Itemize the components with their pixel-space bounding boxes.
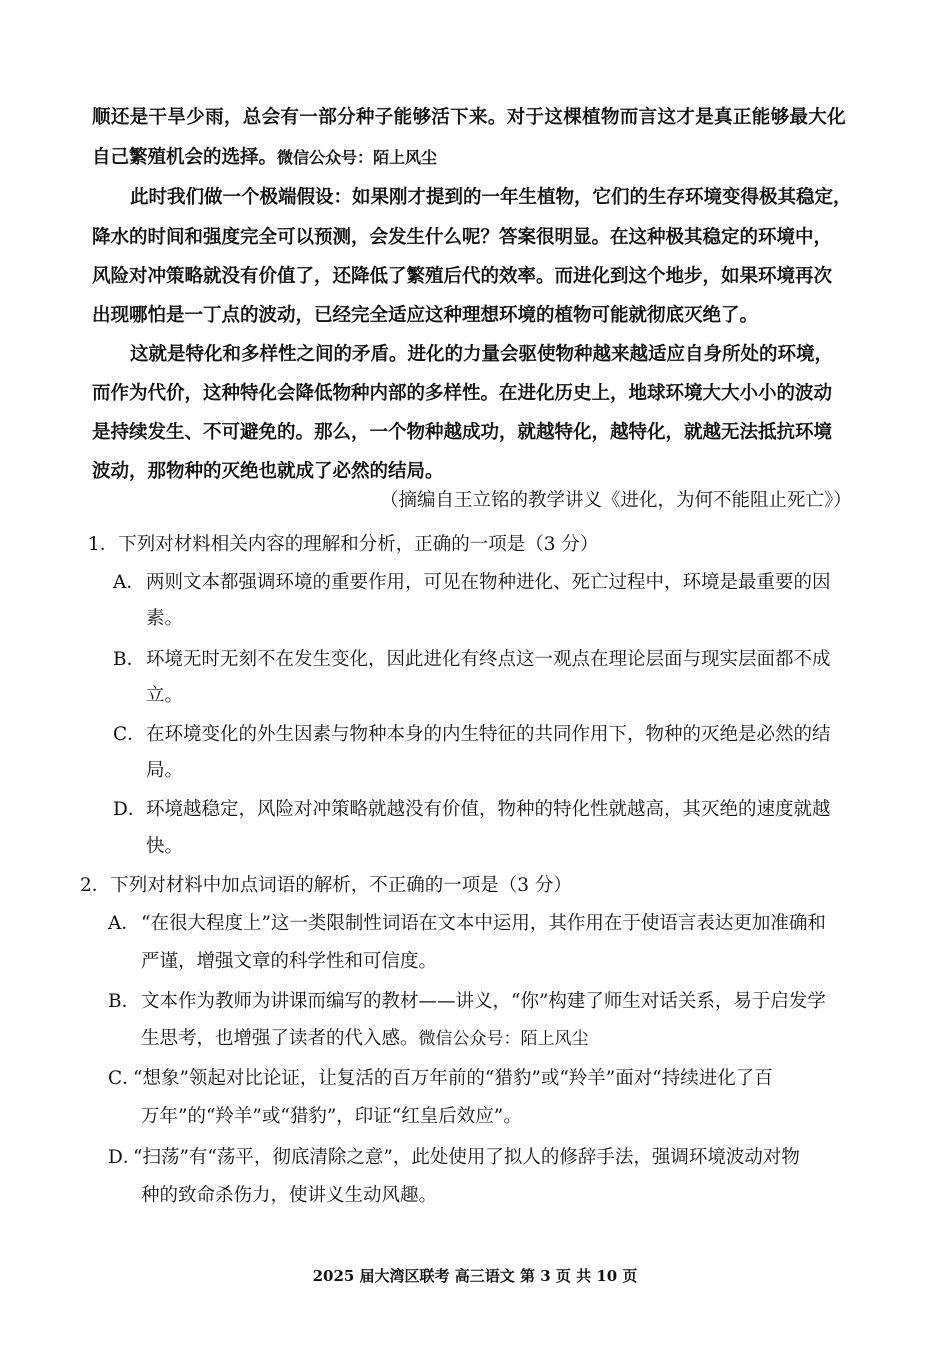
watermark: 微信公众号：陌上风尘 [418, 1029, 589, 1049]
option-text: 环境越稳定，风险对冲策略就越没有价值，物种的特化性就越高，其灭绝的速度就越 [146, 799, 831, 820]
passage-text: 自己繁殖机会的选择。 [92, 147, 278, 168]
passage-line: 风险对冲策略就没有价值了，还降低了繁殖后代的效率。而进化到这个地步，如果环境再次 [92, 266, 833, 287]
option-text: 严谨，增强文章的科学性和可信度。 [141, 951, 438, 972]
option-text: 局。 [146, 760, 184, 781]
passage-line: 出现哪怕是一丁点的波动，已经完全适应这种理想环境的植物可能就彻底灭绝了。 [92, 305, 759, 326]
option-text: “想象”领起对比论证，让复活的百万年前的“猎豹”或“羚羊”面对“持续进化了百 [133, 1068, 773, 1089]
option-text: 生思考，也增强了读者的代入感。 [141, 1028, 419, 1049]
option-text: 立。 [146, 685, 184, 706]
option-text: 素。 [146, 608, 184, 629]
passage-line: 是持续发生、不可避免的。那么，一个物种越成功，就越特化，越特化，就越无法抵抗环境 [92, 422, 833, 443]
passage-line: 顺还是干旱少雨，总会有一部分种子能够活下来。对于这棵植物而言这才是真正能够最大化 [92, 107, 847, 128]
question-stem: 2．下列对材料中加点词语的解析，不正确的一项是（3 分） [80, 875, 572, 896]
option-label: D． [113, 799, 147, 820]
watermark: 微信公众号：陌上风尘 [277, 148, 438, 167]
passage-line: 此时我们做一个极端假设：如果刚才提到的一年生植物，它们的生存环境变得极其稳定， [130, 187, 852, 208]
source-citation: （摘编自王立铭的教学讲义《进化，为何不能阻止死亡》） [380, 490, 852, 511]
question-stem: 1．下列对材料相关内容的理解和分析，正确的一项是（3 分） [88, 534, 599, 555]
option-text: 在环境变化的外生因素与物种本身的内生特征的共同作用下，物种的灭绝是必然的结 [146, 724, 831, 745]
passage-line: 波动，那物种的灭绝也就成了必然的结局。 [92, 461, 444, 482]
option-text: 两则文本都强调环境的重要作用，可见在物种进化、死亡过程中，环境是最重要的因 [146, 572, 831, 593]
passage-line: 降水的时间和强度完全可以预测，会发生什么呢？答案很明显。在这种极其稳定的环境中， [92, 227, 833, 248]
option-text: 万年”的“羚羊”或“猎豹”，印证“红皇后效应”。 [141, 1106, 522, 1127]
option-label: C． [113, 724, 146, 745]
option-text-line [141, 1026, 589, 1052]
option-label: A． [113, 572, 145, 593]
passage-line: 这就是特化和多样性之间的矛盾。进化的力量会驱使物种越来越适应自身所处的环境， [130, 344, 834, 365]
option-text: “扫荡”有“荡平，彻底清除之意”，此处使用了拟人的修辞手法，强调环境波动对物 [133, 1147, 800, 1168]
passage-line [92, 145, 437, 171]
option-text: 环境无时无刻不在发生变化，因此进化有终点这一观点在理论层面与现实层面都不成 [146, 649, 831, 670]
option-label: D． [108, 1147, 142, 1168]
page-footer: 2025 届大湾区联考 高三语文 第 3 页 共 10 页 [312, 1267, 638, 1285]
option-text: “在很大程度上”这一类限制性词语在文本中运用，其作用在于使语言表达更加准确和 [141, 913, 826, 934]
option-text: 种的致命杀伤力，使讲义生动风趣。 [141, 1185, 438, 1206]
option-label: B． [113, 649, 146, 670]
option-text: 文本作为教师为讲课而编写的教材——讲义，“你”构建了师生对话关系，易于启发学 [141, 991, 826, 1012]
passage-line: 而作为代价，这种特化会降低物种内部的多样性。在进化历史上，地球环境大大小小的波动 [92, 383, 833, 404]
option-label: A． [108, 913, 140, 934]
option-label: B． [108, 991, 141, 1012]
option-label: C． [108, 1068, 141, 1089]
option-text: 快。 [146, 836, 184, 857]
